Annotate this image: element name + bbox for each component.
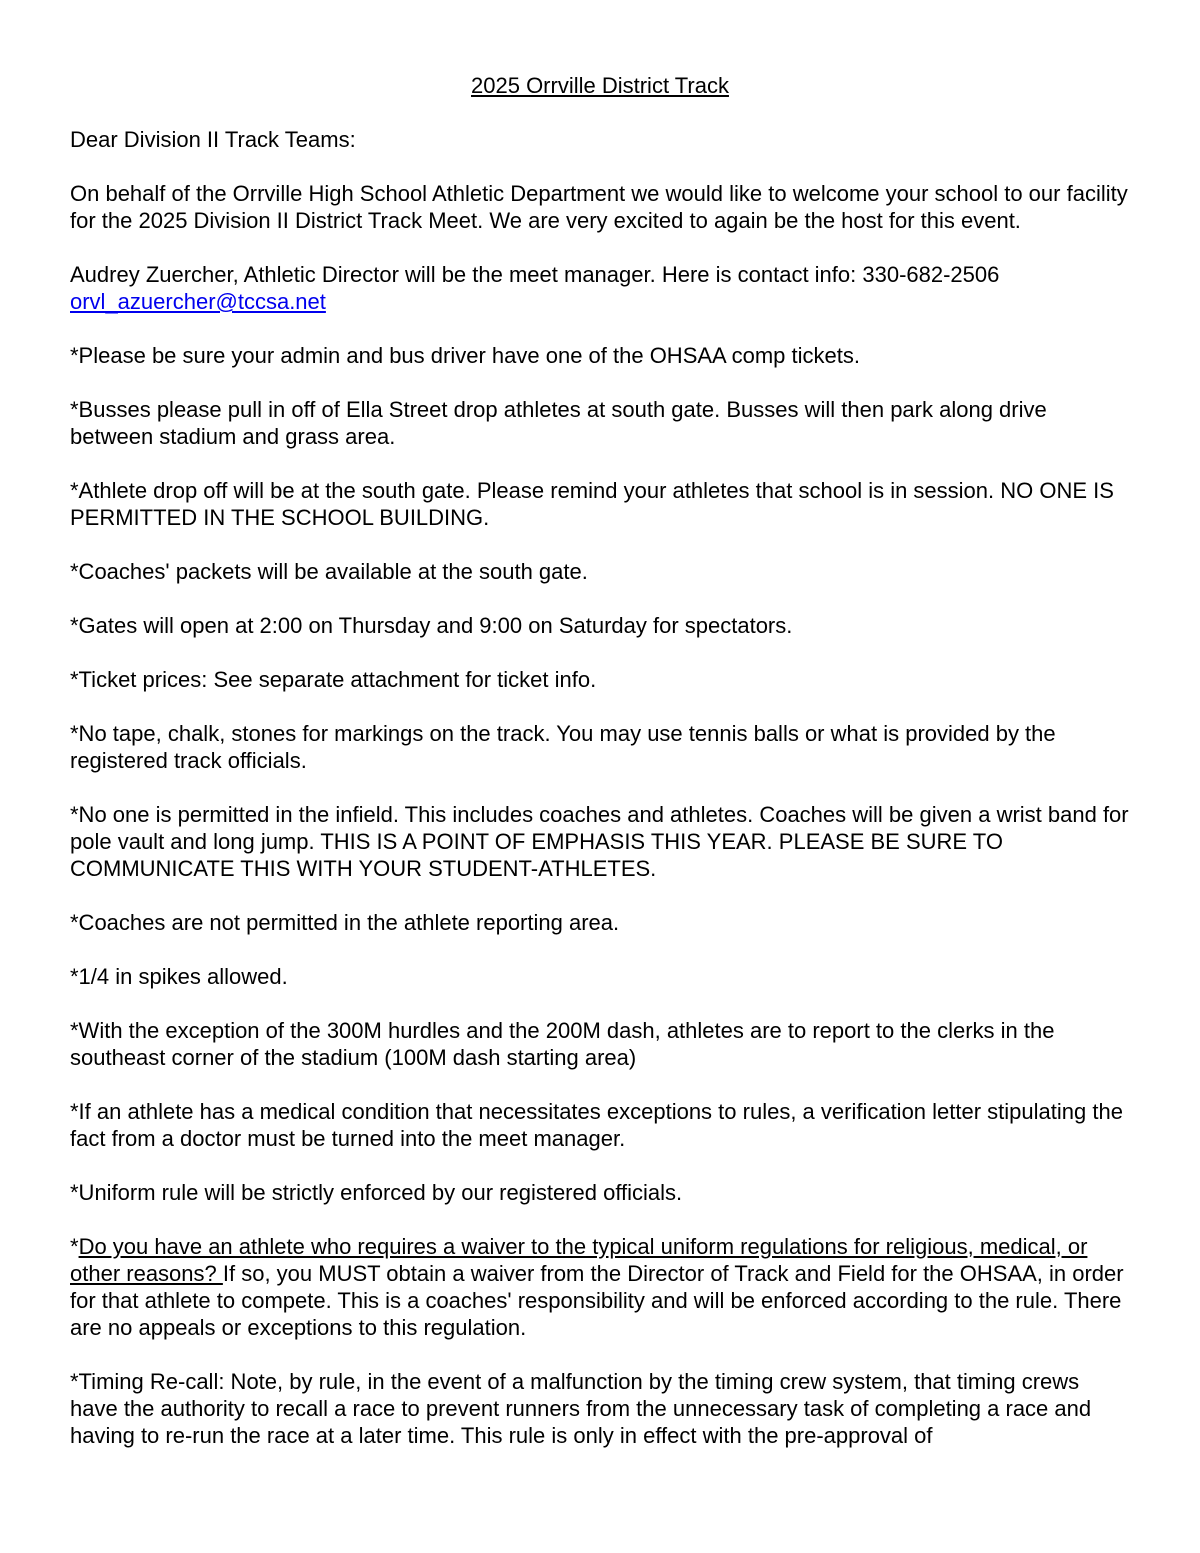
medical-item: *If an athlete has a medical condition that necessitates exceptions to rules, a verification letter stipulating the fact from a doctor must be turned into the meet manager. xyxy=(70,1099,1123,1151)
tickets-item: *Ticket prices: See separate attachment for ticket info. xyxy=(70,667,597,692)
packets-item: *Coaches' packets will be available at the south gate. xyxy=(70,559,588,584)
contact-email-link[interactable]: orvl_azuercher@tccsa.net xyxy=(70,289,326,314)
spikes-item: *1/4 in spikes allowed. xyxy=(70,964,288,989)
page-title: 2025 Orrville District Track xyxy=(471,73,729,98)
contact-text: Audrey Zuercher, Athletic Director will be the meet manager. Here is contact info: 330-682-2506 xyxy=(70,262,1000,287)
uniform-item: *Uniform rule will be strictly enforced by our registered officials. xyxy=(70,1180,683,1205)
drop-off-item: *Athlete drop off will be at the south gate. Please remind your athletes that school is in session. NO ONE IS PERMITTED IN THE SCHOOL BUILDING. xyxy=(70,478,1114,530)
document-page xyxy=(70,72,1130,1476)
reporting-area-item: *Coaches are not permitted in the athlete reporting area. xyxy=(70,910,620,935)
intro-paragraph: On behalf of the Orrville High School Athletic Department we would like to welcome your school to our facility for the 2025 Division II District Track Meet. We are very excited to again be the host for this event. xyxy=(70,181,1128,233)
clerks-item: *With the exception of the 300M hurdles and the 200M dash, athletes are to report to the clerks in the southeast corner of the stadium (100M dash starting area) xyxy=(70,1018,1055,1070)
comp-tickets-item: *Please be sure your admin and bus driver have one of the OHSAA comp tickets. xyxy=(70,343,860,368)
markings-item: *No tape, chalk, stones for markings on the track. You may use tennis balls or what is provided by the registered track officials. xyxy=(70,721,1056,773)
waiver-question: Do you have an athlete who requires a waiver to the typical uniform regulations for religious, medical, or other reasons? xyxy=(70,1234,1088,1286)
infield-item: *No one is permitted in the infield. This includes coaches and athletes. Coaches will be given a wrist band for pole vault and long jump. THIS IS A POINT OF EMPHASIS THIS YEAR. PLEASE BE SURE TO COMMUNICATE THIS WITH YOUR STUDENT-ATHLETES. xyxy=(70,802,1129,881)
waiver-prefix: * xyxy=(70,1234,79,1259)
timing-item: *Timing Re-call: Note, by rule, in the event of a malfunction by the timing crew system, that timing crews have the authority to recall a race to prevent runners from the unnecessary task of completing a race and having to re-run the race at a later time. This rule is only in effect with the pre-approval of xyxy=(70,1369,1092,1448)
waiver-text: If so, you MUST obtain a waiver from the Director of Track and Field for the OHSAA, in order for that athlete to compete. This is a coaches' responsibility and will be enforced according to the rule. There are no appeals or exceptions to this regulation. xyxy=(70,1261,1124,1340)
busses-item: *Busses please pull in off of Ella Street drop athletes at south gate. Busses will then park along drive between stadium and grass area. xyxy=(70,397,1047,449)
gates-item: *Gates will open at 2:00 on Thursday and 9:00 on Saturday for spectators. xyxy=(70,613,793,638)
waiver-item xyxy=(70,1233,1130,1341)
contact-paragraph xyxy=(70,261,1130,315)
salutation: Dear Division II Track Teams: xyxy=(70,127,356,152)
